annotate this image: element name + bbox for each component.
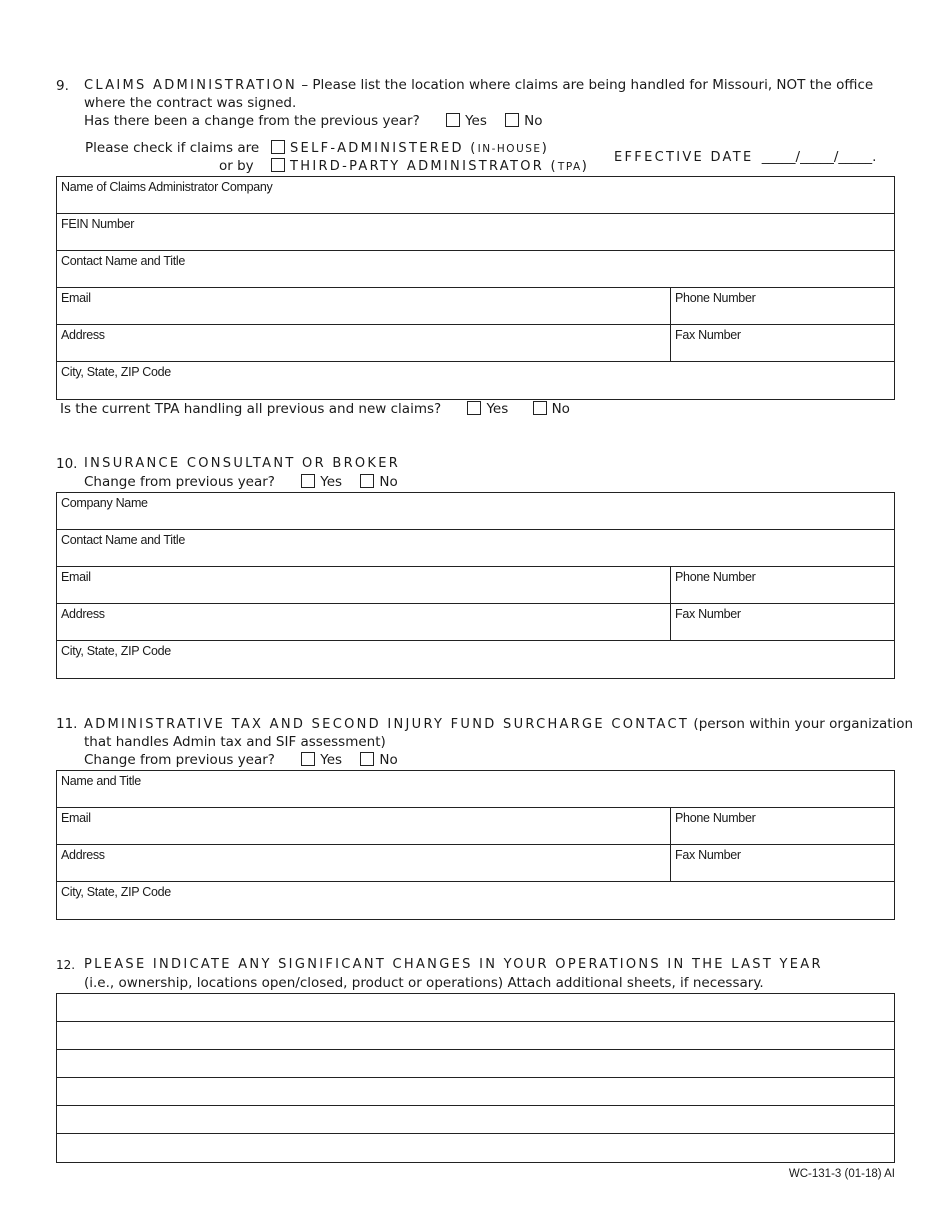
section10-yes-checkbox[interactable] [301,474,315,488]
section9-change-line [84,113,557,129]
broker-email-field[interactable]: Email [57,567,671,603]
tax-city-field[interactable]: City, State, ZIP Code [61,885,171,899]
in-house-label: IN-HOUSE [477,143,542,155]
claims-check-prompt: Please check if claims are [85,140,260,156]
section9-no-option[interactable] [505,113,542,129]
broker-phone-field[interactable]: Phone Number [675,570,756,584]
section10-change-line [84,474,412,490]
claims-company-field[interactable]: Name of Claims Administrator Company [61,180,273,194]
section11-title: ADMINISTRATIVE TAX AND SECOND INJURY FUND SURCHARGE CONTACT [84,717,690,732]
section9-title: CLAIMS ADMINISTRATION [84,78,298,93]
effective-date[interactable] [614,149,876,165]
tpa-yes-label: Yes [486,401,509,417]
operations-line-3[interactable] [57,1050,894,1078]
effective-date-label: EFFECTIVE DATE [614,150,754,165]
section10-title: INSURANCE CONSULTANT OR BROKER [84,456,401,471]
operations-line-2[interactable] [57,1022,894,1050]
section9-number: 9. [56,78,69,94]
section11-yes-label: Yes [320,752,343,768]
tpa-checkbox[interactable] [271,158,285,172]
section10-yes-option[interactable] [301,474,342,490]
tpa-no-option[interactable] [533,401,570,417]
section9-description: – Please list the location where claims are being handled for Missouri, NOT the office [301,77,874,93]
tpa-question: Is the current TPA handling all previous and new claims? [60,401,442,417]
tpa-no-checkbox[interactable] [533,401,547,415]
table-row [57,177,894,214]
section9-yes-option[interactable] [446,113,487,129]
tpa-yes-option[interactable] [467,401,508,417]
section10-no-checkbox[interactable] [360,474,374,488]
broker-fax-field[interactable]: Fax Number [675,607,741,621]
tax-fax-field[interactable]: Fax Number [675,848,741,862]
broker-company-field[interactable]: Company Name [61,496,148,510]
claims-or-by: or by [219,158,254,174]
claims-phone-field[interactable]: Phone Number [675,291,756,305]
section11-change-question: Change from previous year? [84,752,275,768]
section11-no-option[interactable] [360,752,397,768]
table-row [57,325,894,362]
section12-number: 12. [56,958,76,972]
broker-contact-field[interactable]: Contact Name and Title [61,533,186,547]
operations-changes-table [56,993,895,1163]
table-row [57,362,894,399]
section9-change-question: Has there been a change from the previous year? [84,113,420,129]
section12-description: (i.e., ownership, locations open/closed, product or operations) Attach additional sheets, if necessary. [84,975,764,991]
tpa-label: THIRD-PARTY ADMINISTRATOR ( [290,159,558,174]
self-administered-option[interactable] [271,140,547,156]
claims-contact-field[interactable]: Contact Name and Title [61,254,186,268]
section9-no-label: No [524,113,543,129]
section11-change-line [84,752,412,768]
broker-address-field[interactable]: Address [57,604,671,640]
table-row [57,882,894,919]
table-row [57,530,894,567]
broker-table [56,492,895,679]
section12-title: PLEASE INDICATE ANY SIGNIFICANT CHANGES IN YOUR OPERATIONS IN THE LAST YEAR [84,957,823,972]
section9-no-checkbox[interactable] [505,113,519,127]
tpa-no-label: No [551,401,570,417]
section11-no-checkbox[interactable] [360,752,374,766]
tax-email-field[interactable]: Email [57,808,671,844]
section11-yes-checkbox[interactable] [301,752,315,766]
tax-contact-table [56,770,895,920]
table-row [57,567,894,604]
table-row [57,493,894,530]
section11-description: (person within your organization [693,716,914,732]
section10-number: 10. [56,456,78,472]
self-administered-checkbox[interactable] [271,140,285,154]
claims-address-field[interactable]: Address [57,325,671,361]
tax-phone-field[interactable]: Phone Number [675,811,756,825]
section11-no-label: No [379,752,398,768]
section9-description-2: where the contract was signed. [84,95,297,111]
self-administered-label: SELF-ADMINISTERED ( [290,141,478,156]
tax-address-field[interactable]: Address [57,845,671,881]
table-row [57,251,894,288]
section9-yes-label: Yes [465,113,487,129]
section11-heading [84,716,913,732]
effective-date-blank[interactable]: _____/_____/_____. [761,149,877,165]
tpa-abbr-label: TPA [557,161,582,173]
table-row [57,604,894,641]
table-row [57,641,894,678]
section10-no-label: No [379,474,398,490]
tax-name-field[interactable]: Name and Title [61,774,141,788]
claims-city-field[interactable]: City, State, ZIP Code [61,365,171,379]
table-row [57,288,894,325]
operations-line-1[interactable] [57,994,894,1022]
tpa-close: ) [581,158,587,174]
section10-yes-label: Yes [320,474,343,490]
tpa-question-line [60,401,584,417]
operations-line-6[interactable] [57,1134,894,1162]
section11-description-2: that handles Admin tax and SIF assessment) [84,734,386,750]
section10-no-option[interactable] [360,474,397,490]
self-administered-close: ) [541,140,547,156]
section9-heading [84,77,873,93]
tpa-yes-checkbox[interactable] [467,401,481,415]
claims-email-field[interactable]: Email [57,288,671,324]
section11-yes-option[interactable] [301,752,342,768]
operations-line-4[interactable] [57,1078,894,1106]
section9-yes-checkbox[interactable] [446,113,460,127]
operations-line-5[interactable] [57,1106,894,1134]
tpa-option[interactable] [271,158,587,174]
table-row [57,771,894,808]
table-row [57,808,894,845]
section10-change-question: Change from previous year? [84,474,275,490]
claims-fax-field[interactable]: Fax Number [675,328,741,342]
form-number: WC-131-3 (01-18) AI [788,1168,895,1180]
table-row [57,845,894,882]
broker-city-field[interactable]: City, State, ZIP Code [61,644,171,658]
section11-number: 11. [56,716,78,732]
table-row [57,214,894,251]
claims-fein-field[interactable]: FEIN Number [61,217,135,231]
claims-administrator-table [56,176,895,400]
